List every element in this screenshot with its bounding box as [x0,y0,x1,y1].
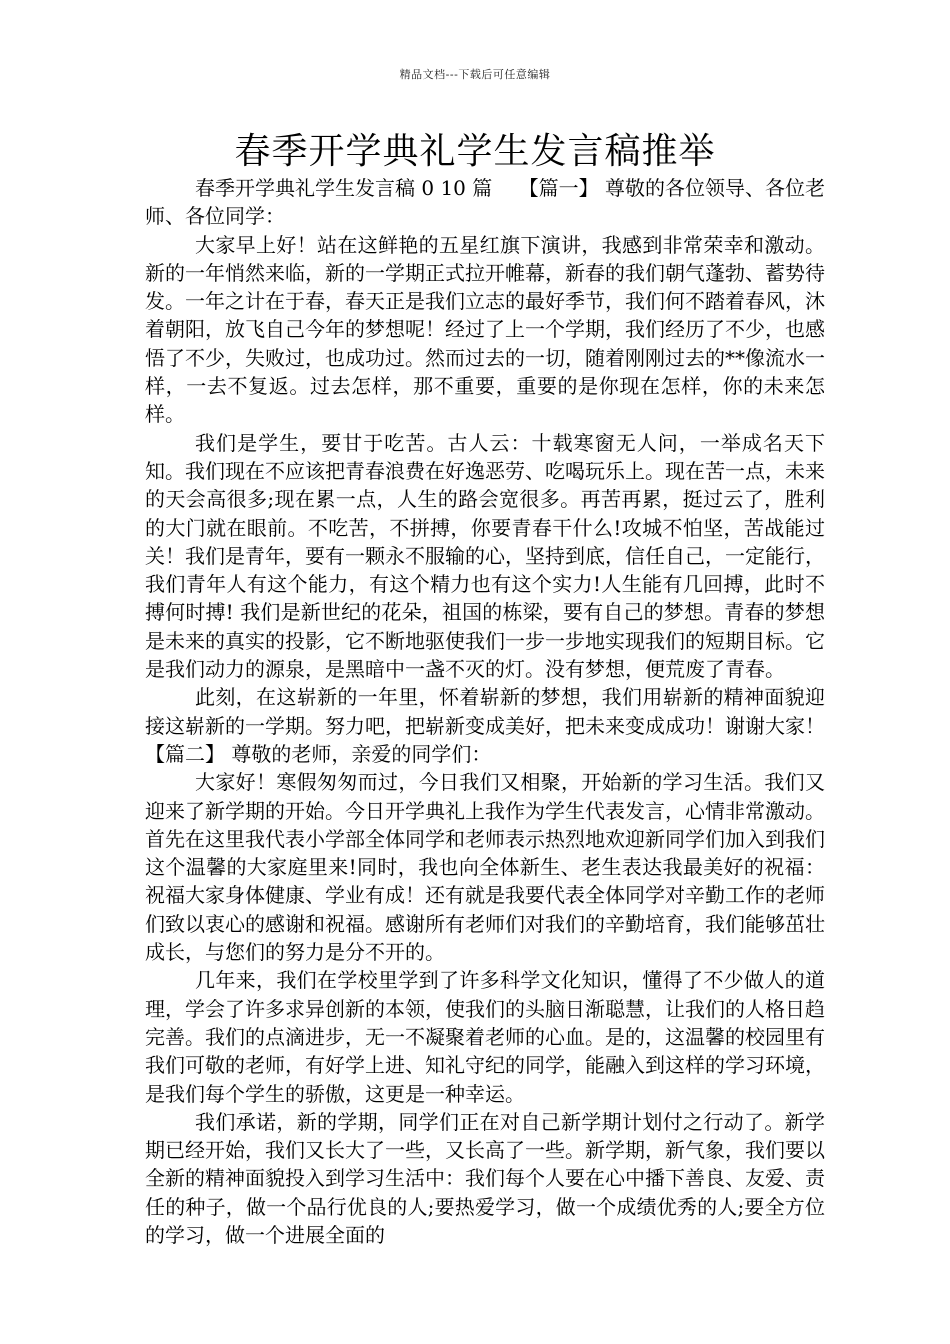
paragraph: 此刻，在这崭新的一年里，怀着崭新的梦想，我们用崭新的精神面貌迎接这崭新的一学期。努力吧，把崭新变成美好，把未来变成成功！谢谢大家！【篇二】 尊敬的老师，亲爱的同学们： [145,685,825,766]
header-note: 精品文档---下载后可任意编辑 [399,68,551,81]
paragraph: 我们是学生，要甘于吃苦。古人云：十载寒窗无人问，一举成名天下知。我们现在不应该把青春浪费在好逸恶劳、吃喝玩乐上。现在苦一点，未来的天会高很多;现在累一点，人生的路会宽很多。再苦再累，挺过云了，胜利的大门就在眼前。不吃苦，不拼搏，你要青春干什么!攻城不怕坚，苦战能过关！我们是青年，要有一颗永不服输的心，坚持到底，信任自己，一定能行，我们青年人有这个能力，有这个精力也有这个实力!人生能有几回搏，此时不搏何时搏! 我们是新世纪的花朵，祖国的栋梁，要有自己的梦想。青春的梦想是未来的真实的投影，它不断地驱使我们一步一步地实现我们的短期目标。它是我们动力的源泉，是黑暗中一盏不灭的灯。没有梦想，便荒废了青春。 [145,430,825,682]
document-title: 春季开学典礼学生发言稿推举 [234,131,716,172]
paragraph: 几年来，我们在学校里学到了许多科学文化知识，懂得了不少做人的道理，学会了许多求异创新的本领，使我们的头脑日渐聪慧，让我们的人格日趋完善。我们的点滴进步，无一不凝聚着老师的心血。是的，这温馨的校园里有我们可敬的老师，有好学上进、知礼守纪的同学，能融入到这样的学习环境，是我们每个学生的骄傲，这更是一种幸运。 [145,968,825,1106]
paragraph: 春季开学典礼学生发言稿 0 10 篇 【篇一】 尊敬的各位领导、各位老师、各位同学： [145,176,825,229]
paragraph: 我们承诺，新的学期，同学们正在对自己新学期计划付之行动了。新学期已经开始，我们又长大了一些，又长高了一些。新学期，新气象，我们要以全新的精神面貌投入到学习生活中：我们每个人要在心中播下善良、友爱、责任的种子，做一个品行优良的人;要热爱学习，做一个成绩优秀的人;要全方位的学习，做一个进展全面的 [145,1109,825,1247]
document-body [145,174,825,1249]
paragraph: 大家早上好！站在这鲜艳的五星红旗下演讲，我感到非常荣幸和激动。新的一年悄然来临，新的一学期正式拉开帷幕，新春的我们朝气蓬勃、蓄势待发。一年之计在于春，春天正是我们立志的最好季节，我们何不踏着春风，沐着朝阳，放飞自己今年的梦想呢！经过了上一个学期，我们经历了不少，也感悟了不少，失败过，也成功过。然而过去的一切，随着刚刚过去的**像流水一样，一去不复返。过去怎样，那不重要，重要的是你现在怎样，你的未来怎样。 [145,232,825,427]
paragraph: 大家好！寒假匆匆而过，今日我们又相聚，开始新的学习生活。我们又迎来了新学期的开始。今日开学典礼上我作为学生代表发言，心情非常激动。首先在这里我代表小学部全体同学和老师表示热烈地欢迎新同学们加入到我们这个温馨的大家庭里来!同时，我也向全体新生、老生表达我最美好的祝福：祝福大家身体健康、学业有成！还有就是我要代表全体同学对辛勤工作的老师们致以衷心的感谢和祝福。感谢所有老师们对我们的辛勤培育，我们能够茁壮成长，与您们的努力是分不开的。 [145,770,825,965]
